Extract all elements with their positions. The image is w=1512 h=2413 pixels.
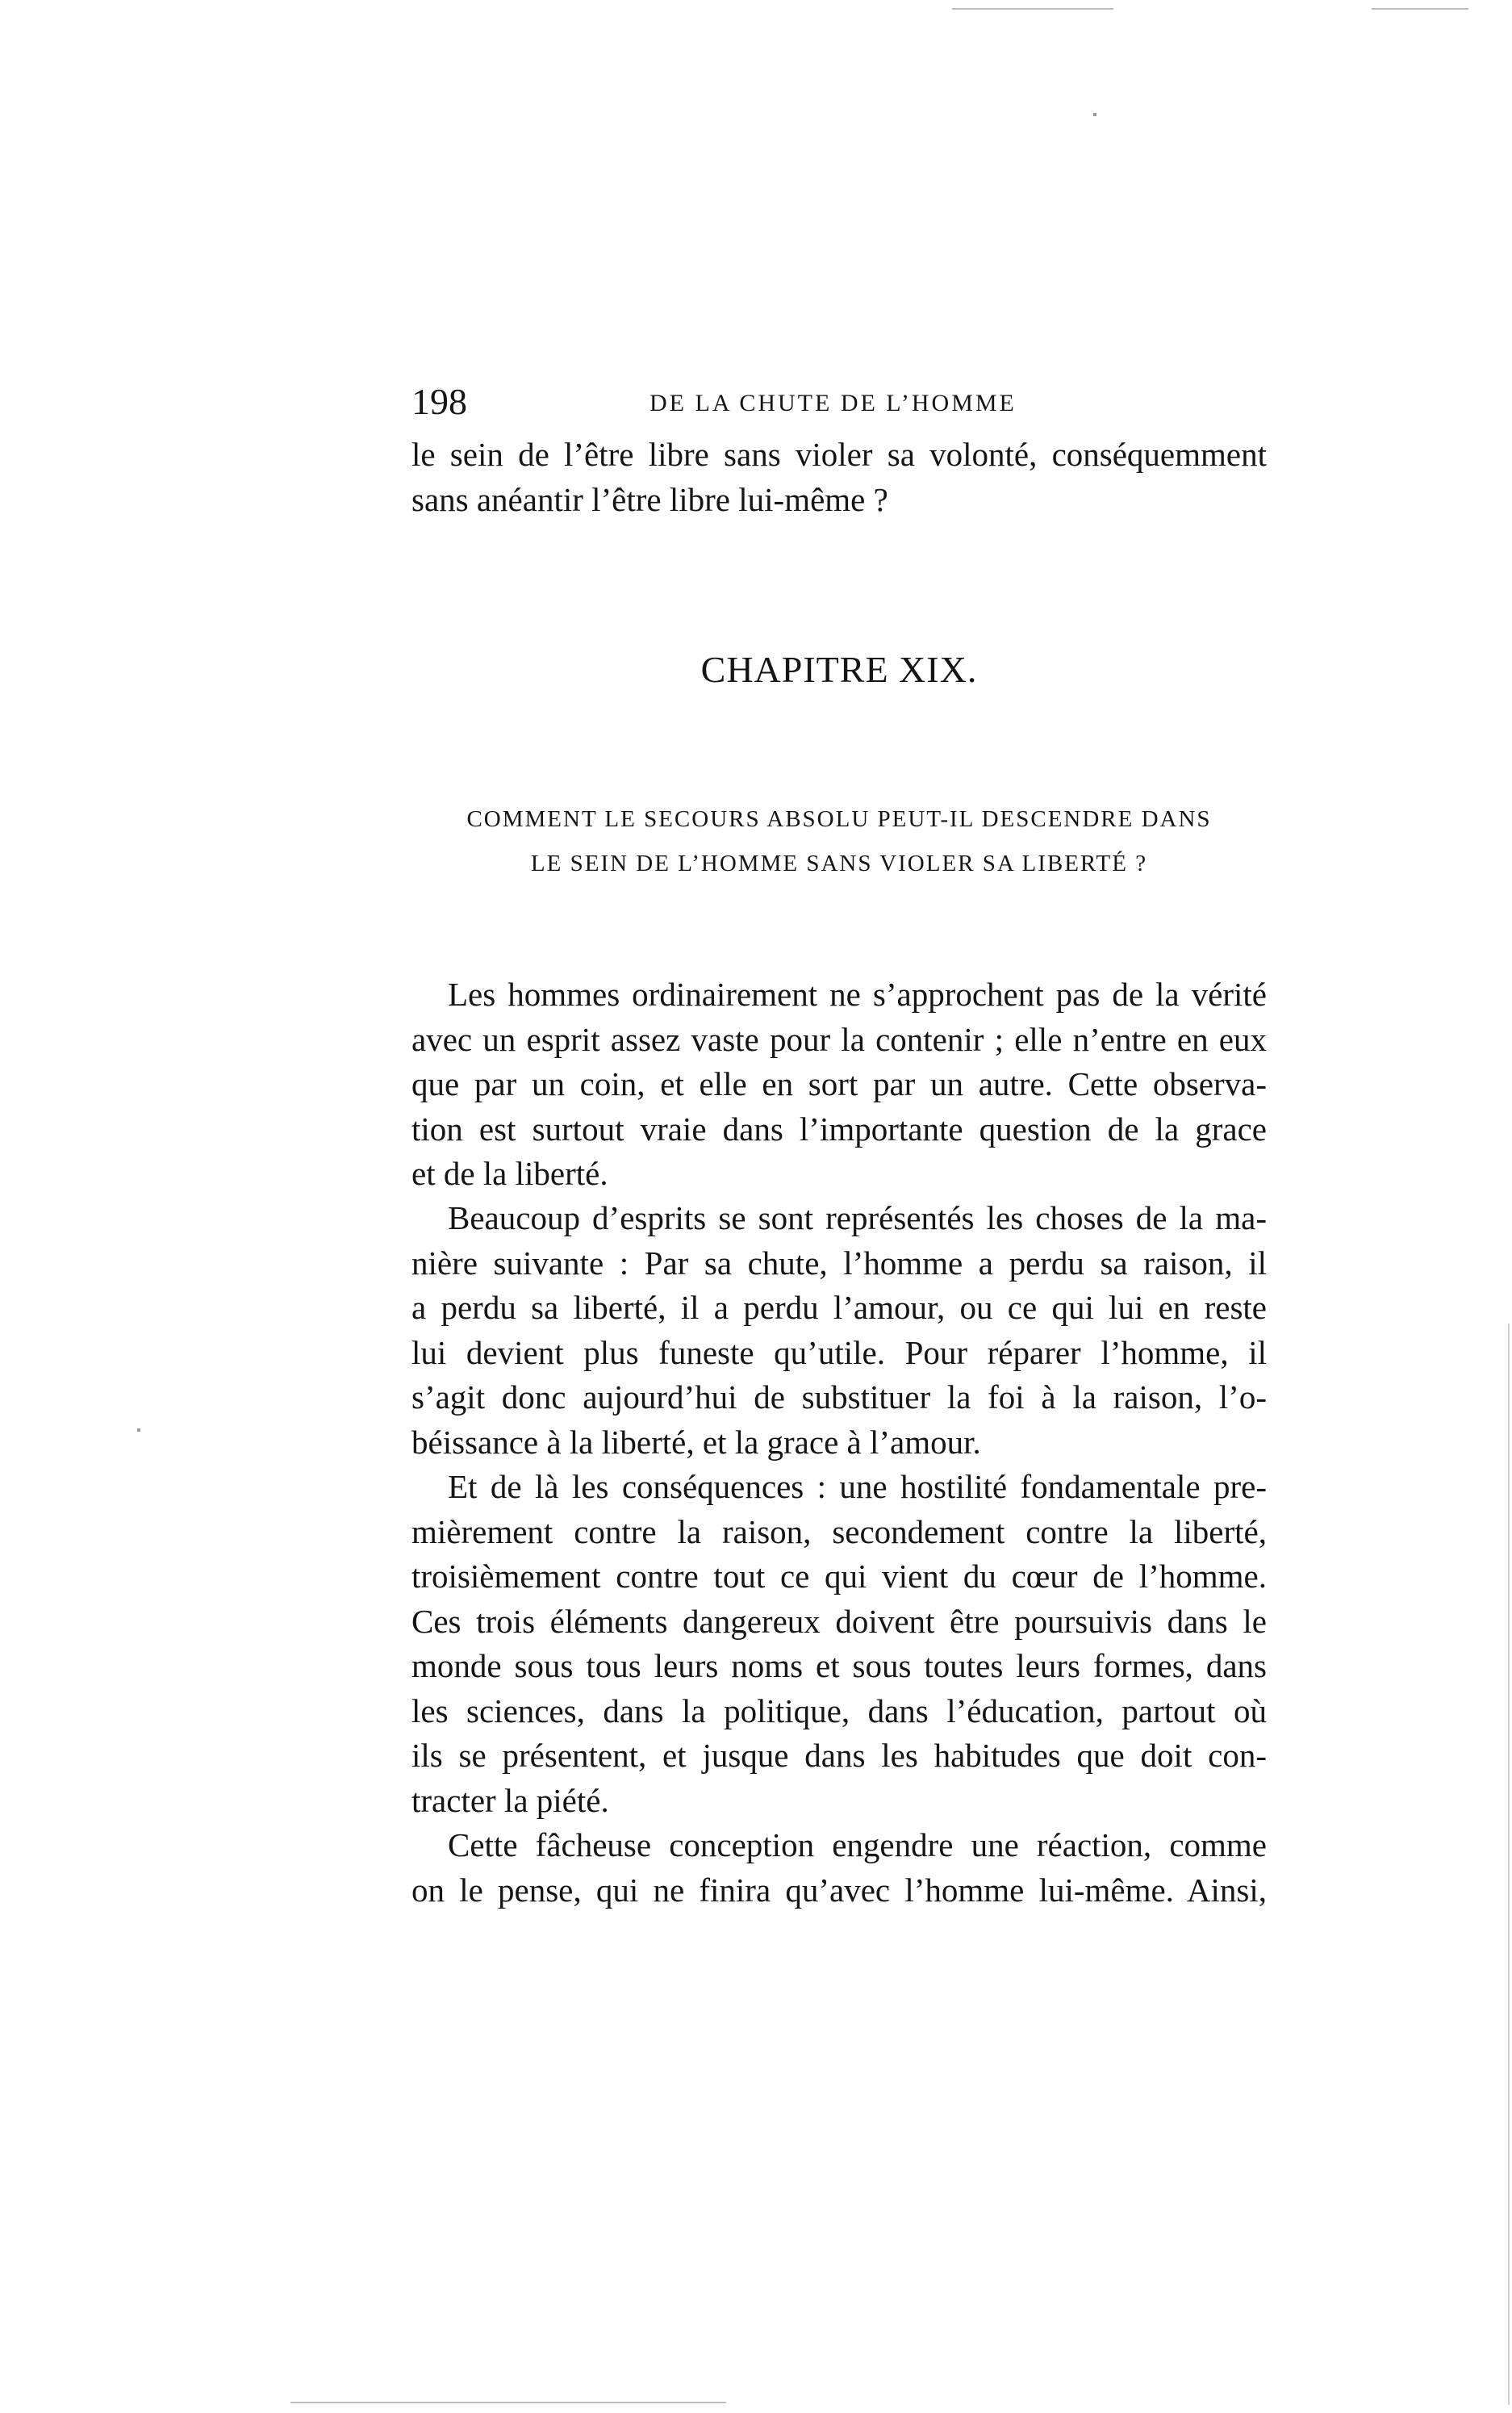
- text-line: monde sous tous leurs noms et sous toutes leurs formes, dans: [411, 1647, 1267, 1684]
- text-line: sans anéantir l’être libre lui-même ?: [411, 480, 888, 518]
- paragraph-2: [411, 1196, 1267, 1465]
- text-line: Ces trois éléments dangereux doivent être poursuivis dans le: [411, 1602, 1267, 1640]
- text-line: que par un coin, et elle en sort par un autre. Cette observa-: [411, 1065, 1267, 1102]
- paragraph-4: [411, 1823, 1267, 1913]
- chapter-subtitle-line: LE SEIN DE L’HOMME SANS VIOLER SA LIBERTÉ ?: [530, 851, 1148, 876]
- text-line: mièrement contre la raison, secondement contre la liberté,: [411, 1512, 1267, 1550]
- paragraph-3: [411, 1465, 1267, 1823]
- chapter-subtitle-line: COMMENT LE SECOURS ABSOLU PEUT-IL DESCENDRE DANS: [466, 806, 1212, 832]
- scan-speck: [1093, 113, 1096, 116]
- text-line: béissance à la liberté, et la grace à l’amour.: [411, 1423, 981, 1461]
- text-line: on le pense, qui ne finira qu’avec l’homme lui-même. Ainsi,: [411, 1871, 1267, 1909]
- text-line: Cette fâcheuse conception engendre une réaction, comme: [448, 1826, 1267, 1863]
- running-title: DE LA CHUTE DE L’HOMME: [649, 390, 1017, 416]
- text-line: Les hommes ordinairement ne s’approchent pas de la vérité: [448, 976, 1267, 1013]
- scan-dash-top: [952, 8, 1113, 10]
- text-line: troisièmement contre tout ce qui vient du cœur de l’homme.: [411, 1558, 1267, 1595]
- text-line: Et de là les conséquences : une hostilité fondamentale pre-: [448, 1468, 1267, 1505]
- text-line: le sein de l’être libre sans violer sa volonté, conséquemment: [411, 436, 1267, 473]
- text-line: a perdu sa liberté, il a perdu l’amour, ou ce qui lui en reste: [411, 1289, 1267, 1326]
- scan-dash-top: [1372, 8, 1468, 10]
- text-line: lui devient plus funeste qu’utile. Pour réparer l’homme, il: [411, 1333, 1267, 1371]
- text-line: ils se présentent, et jusque dans les habitudes que doit con-: [411, 1737, 1267, 1774]
- chapter-title: CHAPITRE XIX.: [700, 649, 978, 690]
- text-line: les sciences, dans la politique, dans l’éducation, partout où: [411, 1692, 1267, 1729]
- text-line: s’agit donc aujourd’hui de substituer la foi à la raison, l’o-: [411, 1378, 1267, 1416]
- text-line: Beaucoup d’esprits se sont représentés les choses de la ma-: [448, 1199, 1267, 1236]
- scan-dash-bottom: [290, 2402, 726, 2403]
- text-line: tracter la piété.: [411, 1781, 609, 1819]
- running-head: [411, 378, 1267, 426]
- scan-speck: [137, 1428, 140, 1432]
- text-line: et de la liberté.: [411, 1155, 608, 1192]
- opening-text: [411, 433, 1267, 522]
- page-number: 198: [411, 381, 467, 422]
- scan-edge-line: [1508, 1324, 1510, 2405]
- text-line: tion est surtout vraie dans l’importante question de la grace: [411, 1110, 1267, 1148]
- text-line: avec un esprit assez vaste pour la contenir ; elle n’entre en eux: [411, 1020, 1267, 1058]
- text-line: nière suivante : Par sa chute, l’homme a perdu sa raison, il: [411, 1244, 1267, 1282]
- paragraph-1: [411, 972, 1267, 1197]
